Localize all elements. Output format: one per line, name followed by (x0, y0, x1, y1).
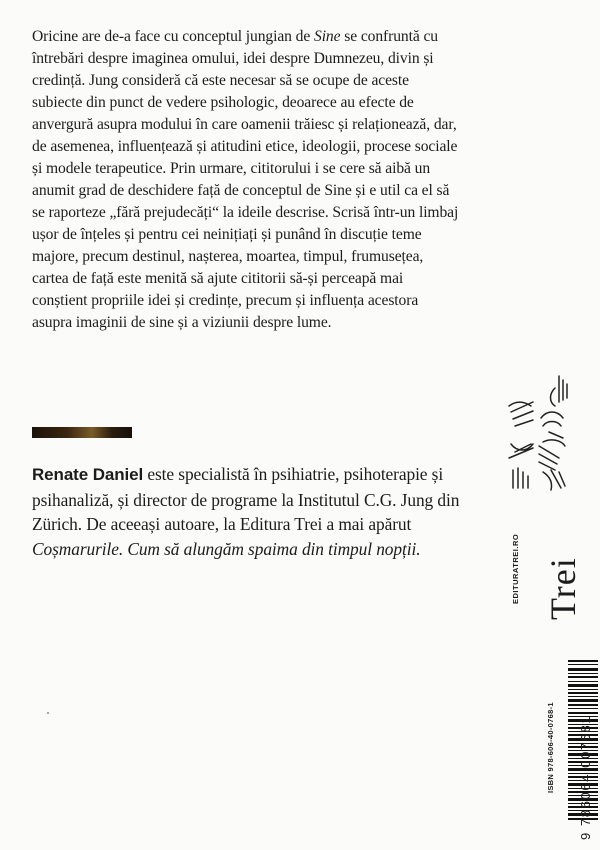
decorative-divider-bar (32, 427, 132, 438)
other-book-title: Coșmarurile. Cum să alungăm spaima din timpul nopții (32, 538, 417, 559)
blurb-text-rest: se confruntă cu întrebări despre imaginea omului, idei despre Dumnezeu, divin și credință. Jung consideră că este necesar să se ocupe de aceste subiecte din punct de vedere psihologic, deoarece au efecte de anvergură asupra modului în care oamenii trăiesc și relaționează, dar, de asemenea, influențează și atitudini etice, ideologii, procese sociale și modele terapeutice. Prin urmare, cititorului i se cere să aibă un anumit grad de deschidere față de conceptul de Sine și e util ca el să se raporteze „fără prejudecăți“ la ideile descrise. Scrisă într-un limbaj ușor de înțeles și pentru cei neinițiați și punând în discuție teme majore, precum destinul, nașterea, moartea, timpul, frumusețea, cartea de față este menită să ajute cititorii să-și perceapă mai conștient propriile idei și credințe, precum și influența acestora asupra imaginii de sine și a viziunii despre lume. (32, 28, 459, 331)
publisher-brand: Trei (543, 557, 583, 620)
barcode-digits: 9 786064 007681 (578, 714, 593, 840)
blurb-sine-word: Sine (314, 28, 341, 45)
author-bio-text: este specialistă în psihiatrie, psihoterapie și psihanaliză, și director de programe la Institutul C.G. Jung din Zürich. De aceeași autoare, la Editura Trei a mai apărut (32, 464, 460, 534)
blurb-text-start: Oricine are de-a face cu conceptul jungian de (32, 28, 314, 45)
isbn-label: ISBN 978-606-40-0768-1 (546, 702, 555, 793)
publisher-logo-icon (503, 372, 571, 492)
publisher-website: EDITURATREI.RO (511, 533, 520, 604)
author-bio (32, 462, 482, 561)
author-name: Renate Daniel (32, 465, 144, 484)
back-cover-blurb (32, 26, 462, 334)
bio-end-punctuation: . (416, 538, 421, 559)
speck (47, 712, 49, 714)
